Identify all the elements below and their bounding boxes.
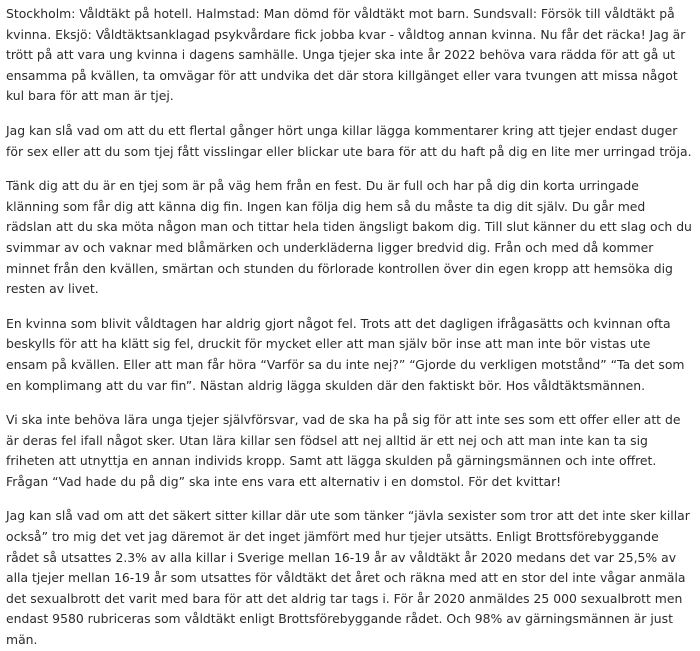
paragraph-5: Vi ska inte behöva lära unga tjejer självförsvar, vad de ska ha på sig för att inte ses som ett offer eller att de är deras fel ifall något sker. Utan lära killar sen födsel att nej alltid är ett nej och att man inte kan ta sig friheten att utnyttja en annan individs kropp. Samt att lägga skulden på gärningsmännen och inte offret. Frågan “Vad hade du på dig” ska inte ens vara ett alternativ i en domstol. För det kvittar! — [6, 412, 681, 489]
paragraph-3: Tänk dig att du är en tjej som är på väg hem från en fest. Du är full och har på dig din korta urringade klänning som får dig att känna dig fin. Ingen kan följa dig hem så du måste ta dig dit själv. Du går med rädslan att du ska möta någon man och tittar hela tiden ängsligt bakom dig. Till slut känner du ett slag och du svimmar av och vaknar med blåmärken och underkläderna ligger bredvid dig. Från och med då kommer minnet från den kvällen, smärtan och stunden du förlorade kontrollen över din egen kropp att hemsöka dig resten av livet. — [6, 178, 692, 297]
paragraph-4: En kvinna som blivit våldtagen har aldrig gjort något fel. Trots att det dagligen ifrågasätts och kvinnan ofta beskylls för att ha klätt sig fel, druckit för mycket eller att man själv bör inse att man inte bör vistas ute ensam på kvällen. Eller att man får höra “Varför sa du inte nej?” “Gjorde du verkligen motstånd” “Ta det som en komplimang att du var fin”. Nästan aldrig lägga skulden där den faktiskt bör. Hos våldtäktsmännen. — [6, 315, 685, 393]
paragraph-2: Jag kan slå vad om att du ett flertal gånger hört unga killar lägga kommentarer kring att tjejer endast duger för sex eller att du som tjej fått visslingar eller blickar ute bara för att du haft på dig en lite mer urringad tröja. — [6, 122, 692, 159]
paragraph-1: Stockholm: Våldtäkt på hotell. Halmstad: Man dömd för våldtäkt mot barn. Sundsvall: Försök till våldtäkt på kvinna. Eksjö: Våldtäktsanklagad psykvårdare fick jobba kvar - våldtog annan kvinna. Nu får det räcka! Jag är trött på att vara ung kvinna i dagens samhälle. Unga tjejer ska inte år 2022 behöva vara rädda för att gå ut ensamma på kvällen, ta omvägar för att undvika det där stora killgänget eller vara tvungen att missa något kul bara för att man är tjej. — [6, 6, 686, 104]
paragraph-6: Jag kan slå vad om att det säkert sitter killar där ute som tänker “jävla sexister som tror att det inte sker killar också” tro mig det vet jag däremot är det inget jämfört med hur tjejer utsätts. Enligt Brottsförebyggande rådet så utsattes 2.3% av alla killar i Sverige mellan 16-19 år av våldtäkt år 2020 medans det var 25,5% av alla tjejer mellan 16-19 år som utsattes för våldtäkt det året och räkna med att en stor del inte vågar anmäla det sexualbrott det varit med bara för att det aldrig tar tags i. För år 2020 anmäldes 25 000 sexualbrott men endast 9580 rubriceras som våldtäkt enligt Brottsförebyggande rådet. Och 98% av gärningsmännen är just män. — [6, 508, 690, 648]
